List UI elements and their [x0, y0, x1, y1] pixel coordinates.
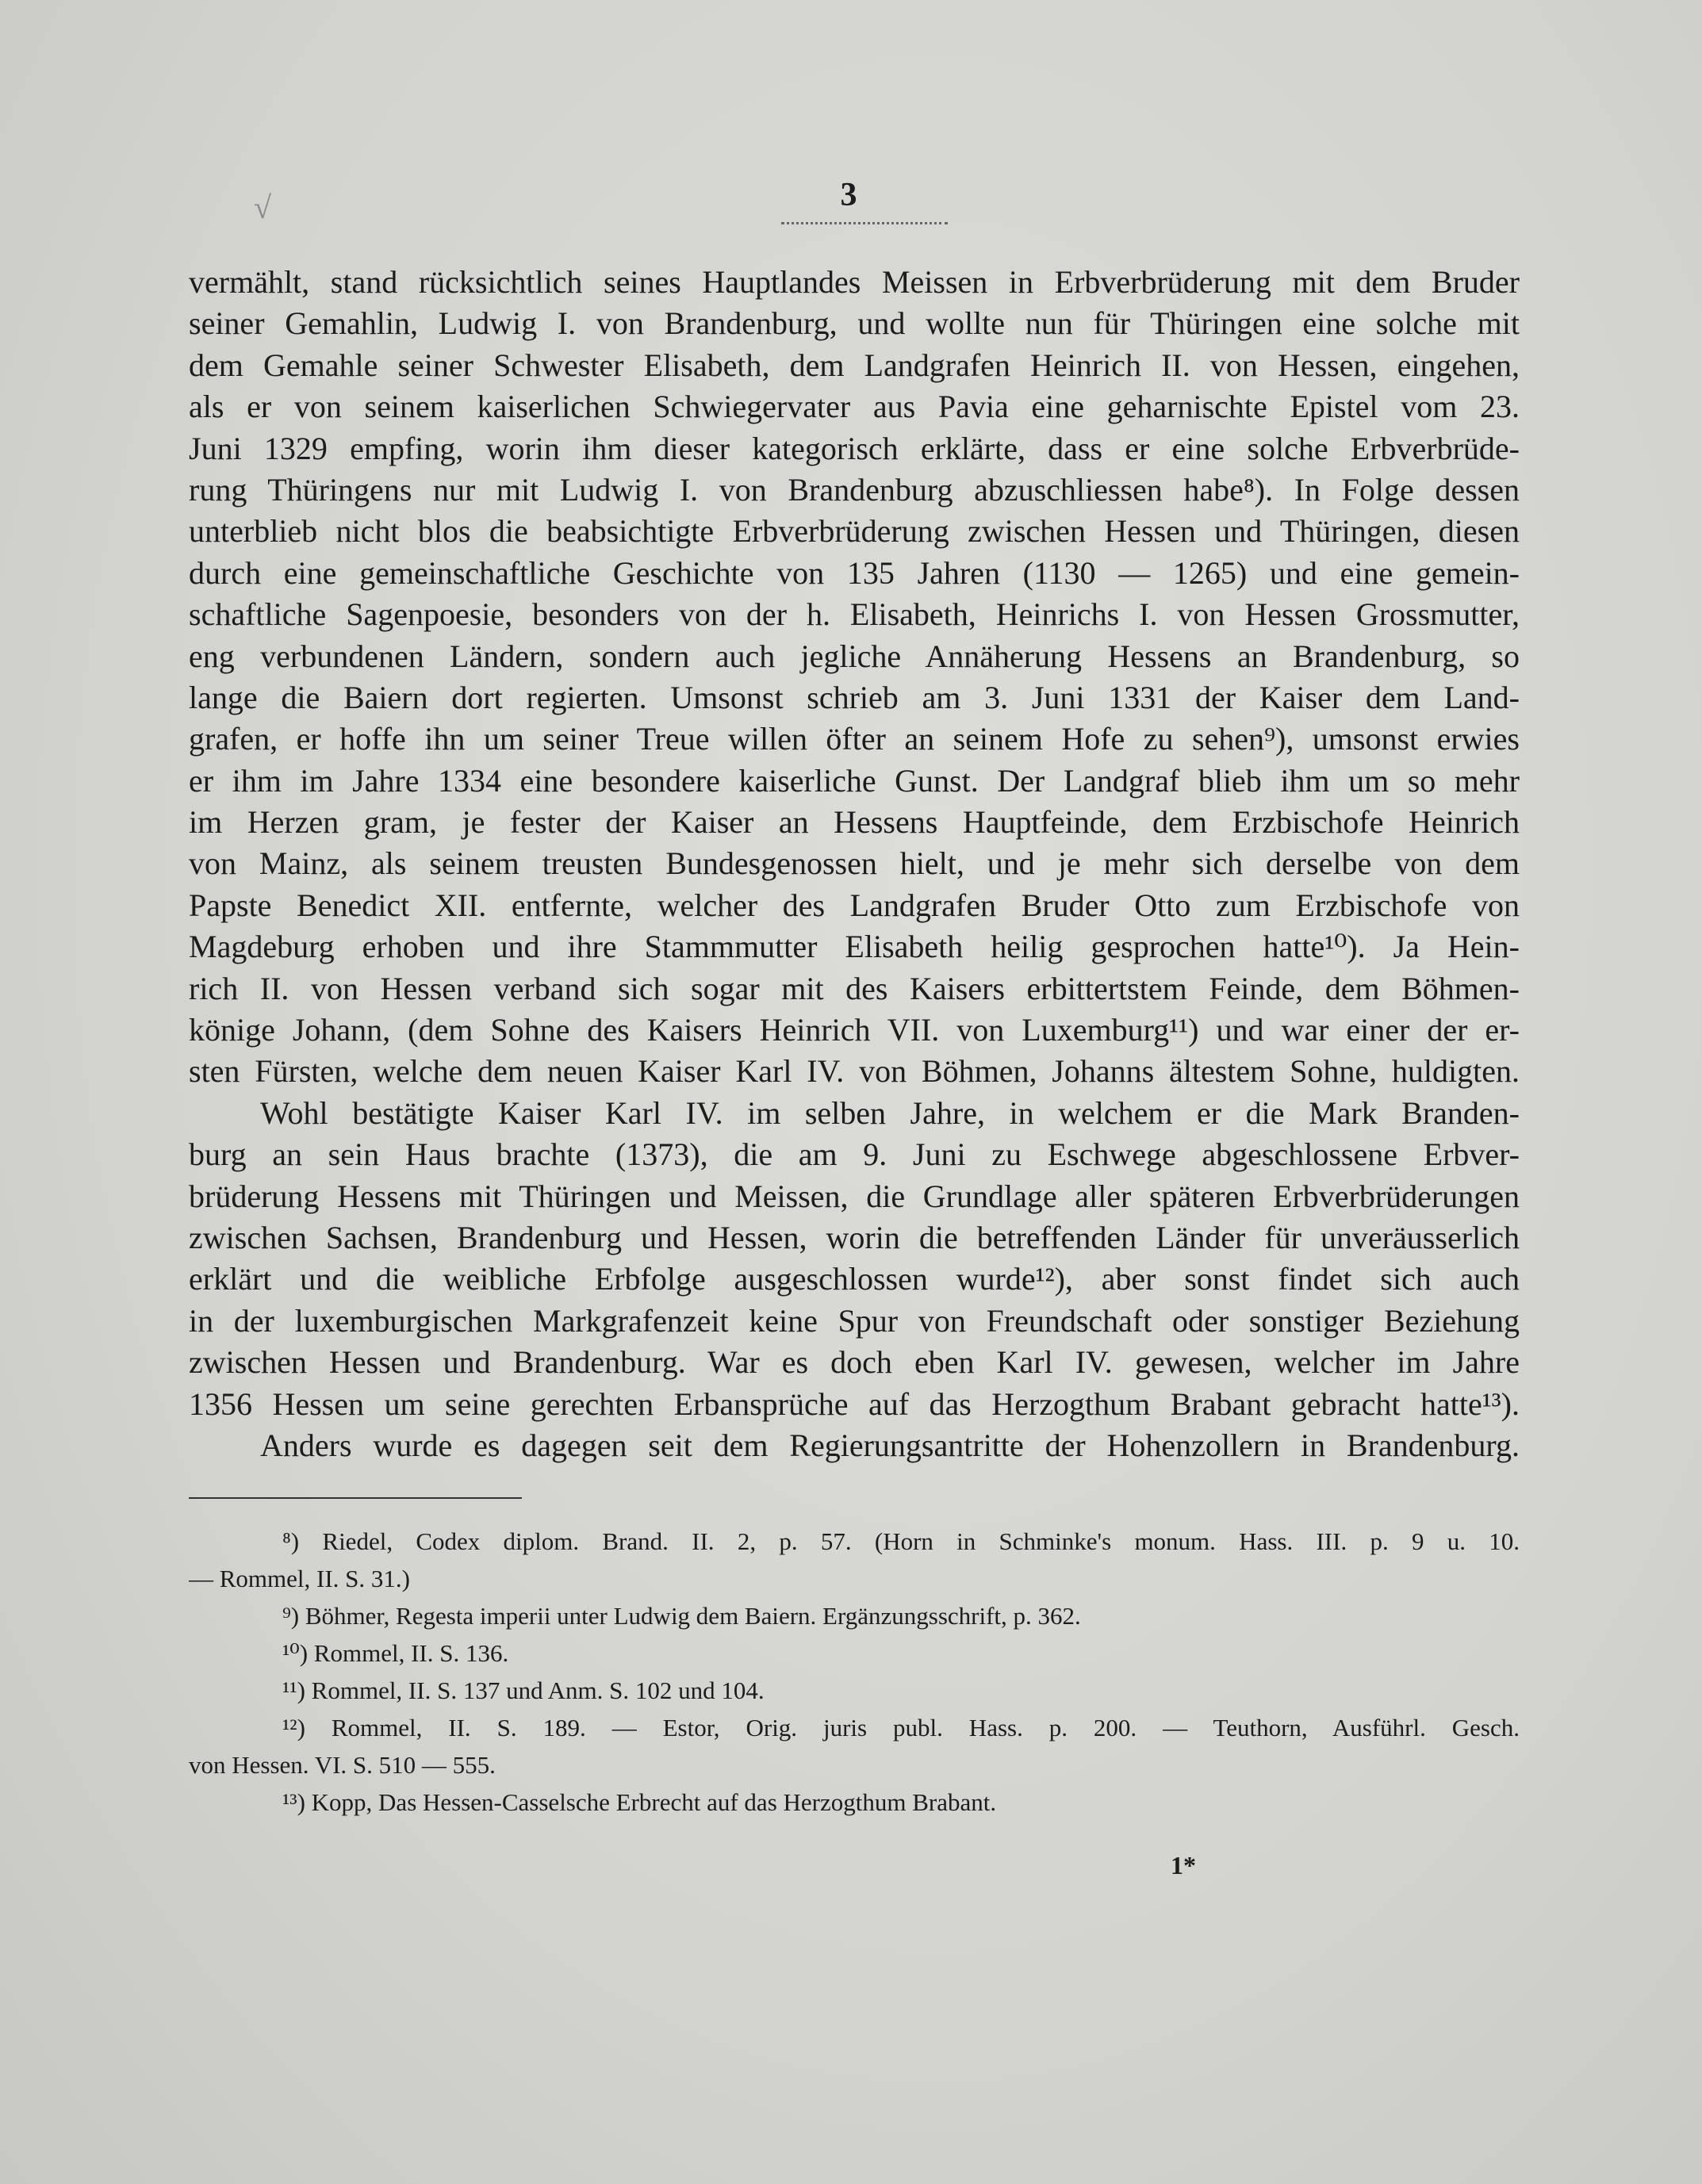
signature-mark: 1* — [1171, 1851, 1196, 1879]
body-line: lange die Baiern dort regierten. Umsonst schrieb am 3. Juni 1331 der Kaiser dem Land- — [189, 679, 1520, 715]
body-line: könige Johann, (dem Sohne des Kaisers Heinrich VII. von Luxemburg¹¹) und war einer der er- — [189, 1012, 1520, 1048]
body-line: in der luxemburgischen Markgrafenzeit keine Spur von Freundschaft oder sonstiger Beziehung — [189, 1302, 1520, 1339]
footnote-line: ¹⁰) Rommel, II. S. 136. — [282, 1639, 509, 1667]
body-line: durch eine gemeinschaftliche Geschichte von 135 Jahren (1130 — 1265) und eine gemein- — [189, 554, 1520, 591]
body-line: Juni 1329 empfing, worin ihm dieser kategorisch erklärte, dass er eine solche Erbverbrüde- — [189, 430, 1520, 466]
footnote-separator — [189, 1497, 522, 1499]
body-line: schaftliche Sagenpoesie, besonders von der h. Elisabeth, Heinrichs I. von Hessen Grossmutter, — [189, 596, 1520, 633]
body-line: eng verbundenen Ländern, sondern auch jegliche Annäherung Hessens an Brandenburg, so — [189, 638, 1520, 674]
body-text — [189, 262, 1520, 1466]
footnote-line: ⁸) Riedel, Codex diplom. Brand. II. 2, p. 57. (Horn in Schminke's monum. Hass. III. p. 9 u. 10. — [282, 1527, 1520, 1555]
body-line: Papste Benedict XII. entfernte, welcher des Landgrafen Bruder Otto zum Erzbischofe von — [189, 887, 1520, 923]
body-line: als er von seinem kaiserlichen Schwiegervater aus Pavia eine geharnischte Epistel vom 23. — [189, 389, 1520, 425]
body-line: erklärt und die weibliche Erbfolge ausgeschlossen wurde¹²), aber sonst findet sich auch — [189, 1261, 1520, 1297]
body-line: sten Fürsten, welche dem neuen Kaiser Karl IV. von Böhmen, Johanns ältestem Sohne, huldigten. — [189, 1053, 1520, 1090]
body-line: Anders wurde es dagegen seit dem Regierungsantritte der Hohenzollern in Brandenburg. — [260, 1427, 1520, 1463]
body-line: Wohl bestätigte Kaiser Karl IV. im selben Jahre, in welchem er die Mark Branden- — [260, 1094, 1520, 1131]
page-number: 3 — [840, 177, 857, 213]
body-line: von Mainz, als seinem treusten Bundesgenossen hielt, und je mehr sich derselbe von dem — [189, 845, 1520, 882]
body-line: brüderung Hessens mit Thüringen und Meissen, die Grundlage aller späteren Erbverbrüderungen — [189, 1178, 1520, 1214]
body-line: dem Gemahle seiner Schwester Elisabeth, dem Landgrafen Heinrich II. von Hessen, eingehen, — [189, 347, 1520, 383]
body-line: unterblieb nicht blos die beabsichtigte Erbverbrüderung zwischen Hessen und Thüringen, diesen — [189, 513, 1520, 550]
footnote-line: ⁹) Böhmer, Regesta imperii unter Ludwig dem Baiern. Ergänzungsschrift, p. 362. — [282, 1602, 1081, 1630]
body-line: rich II. von Hessen verband sich sogar mit des Kaisers erbittertstem Feinde, dem Böhmen- — [189, 970, 1520, 1006]
header-ornament-rule — [781, 222, 948, 224]
body-line: er ihm im Jahre 1334 eine besondere kaiserliche Gunst. Der Landgraf blieb ihm um so mehr — [189, 762, 1520, 799]
margin-pencil-mark: √ — [254, 190, 271, 225]
footnote-line: ¹¹) Rommel, II. S. 137 und Anm. S. 102 und 104. — [282, 1676, 765, 1704]
footnote-line: von Hessen. VI. S. 510 — 555. — [189, 1751, 496, 1779]
footnote-line: — Rommel, II. S. 31.) — [189, 1565, 410, 1592]
body-line: Magdeburg erhoben und ihre Stammmutter Elisabeth heilig gesprochen hatte¹⁰). Ja Hein- — [189, 929, 1520, 965]
body-line: vermählt, stand rücksichtlich seines Hauptlandes Meissen in Erbverbrüderung mit dem Bruder — [189, 264, 1520, 300]
footnote-line: ¹³) Kopp, Das Hessen-Casselsche Erbrecht auf das Herzogthum Brabant. — [282, 1788, 997, 1816]
body-line: grafen, er hoffe ihn um seiner Treue willen öfter an seinem Hofe zu sehen⁹), umsonst erwies — [189, 721, 1520, 757]
footnotes — [189, 1523, 1520, 1821]
body-line: zwischen Hessen und Brandenburg. War es doch eben Karl IV. gewesen, welcher im Jahre — [189, 1344, 1520, 1381]
body-line: zwischen Sachsen, Brandenburg und Hessen, worin die betreffenden Länder für unveräusserlich — [189, 1219, 1520, 1255]
footnote-line: ¹²) Rommel, II. S. 189. — Estor, Orig. juris publ. Hass. p. 200. — Teuthorn, Ausführl. Gesch. — [282, 1714, 1520, 1741]
body-line: rung Thüringens nur mit Ludwig I. von Brandenburg abzuschliessen habe⁸). In Folge dessen — [189, 471, 1520, 508]
body-line: burg an sein Haus brachte (1373), die am 9. Juni zu Eschwege abgeschlossene Erbver- — [189, 1136, 1520, 1173]
body-line: im Herzen gram, je fester der Kaiser an Hessens Hauptfeinde, dem Erzbischofe Heinrich — [189, 804, 1520, 841]
body-line: 1356 Hessen um seine gerechten Erbansprüche auf das Herzogthum Brabant gebracht hatte¹³). — [189, 1385, 1520, 1422]
body-line: seiner Gemahlin, Ludwig I. von Brandenburg, und wollte nun für Thüringen eine solche mit — [189, 305, 1520, 342]
